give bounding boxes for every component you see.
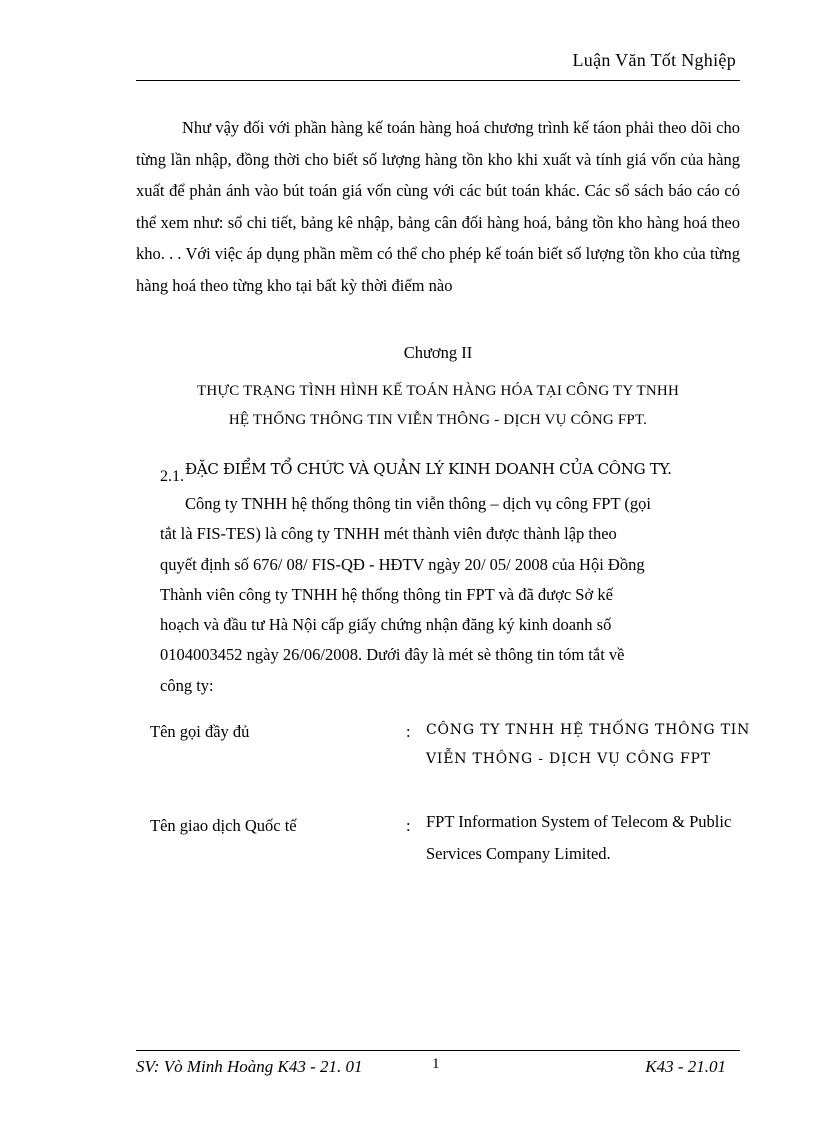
description-line: Thành viên công ty TNHH hệ thống thông tin FPT và đã được Sở kế (160, 584, 613, 604)
description-line: hoạch và đầu tư Hà Nội cấp giấy chứng nhận đăng ký kinh doanh số (160, 615, 612, 635)
chapter-label: Chương II (403, 343, 473, 362)
footer-student: SV: Vò Minh Hoàng K43 - 21. 01 (136, 1057, 363, 1076)
full-name-label: Tên gọi đầy đủ (150, 722, 250, 741)
chapter-title (130, 377, 746, 435)
footer-rule (136, 1050, 740, 1051)
section-heading: ĐẶC ĐIỂM TỔ CHỨC VÀ QUẢN LÝ KINH DOANH CỦA CÔNG TY. (185, 460, 672, 478)
description-line: tắt là FIS-TES) là công ty TNHH mét thành viên được thành lập theo (160, 524, 617, 544)
company-description (160, 489, 740, 701)
header-title: Luận Văn Tốt Nghiệp (572, 50, 736, 70)
footer-page-number: 1 (432, 1056, 440, 1072)
section-number: 2.1. (160, 468, 184, 485)
description-line: 0104003452 ngày 26/06/2008. Dưới đây là mét sè thông tin tóm tắt về (160, 645, 625, 665)
intl-name-label: Tên giao dịch Quốc tế (150, 816, 297, 835)
description-line: Công ty TNHH hệ thống thông tin viễn thông – dịch vụ công FPT (gọi (185, 494, 651, 513)
chapter-title-line-2: HỆ THỐNG THÔNG TIN VIỄN THÔNG - DỊCH VỤ CÔNG FPT. (228, 412, 648, 428)
intro-paragraph-text: Như vậy đối với phần hàng kế toán hàng hoá chương trình kế táon phải theo dõi cho từng lần nhập, đồng thời cho biết số lượng hàng tồn kho khi xuất và tính giá vốn của hàng xuất để phản ánh vào bút toán giá vốn cùng với các bút toán khác. Các sổ sách báo cáo có thể xem như: sổ chi tiết, bảng kê nhập, bảng cân đối hàng hoá, bảng tồn kho hàng hoá theo kho. . . Với việc áp dụng phần mềm có thể cho phép kế toán biết số lượng tồn kho của từng hàng hoá theo từng kho tại bất kỳ thời điểm nào (136, 118, 740, 295)
full-name-colon: : (406, 722, 411, 741)
footer-class-code: K43 - 21.01 (645, 1057, 726, 1076)
intl-name-colon: : (406, 816, 411, 835)
chapter-title-line-1: THỰC TRẠNG TÌNH HÌNH KẾ TOÁN HÀNG HÓA TẠI CÔNG TY TNHH (196, 383, 680, 399)
full-name-value: CÔNG TY TNHH HỆ THỐNG THÔNG TIN VIỄN THÔNG - DỊCH VỤ CÔNG FPT (426, 722, 751, 767)
intro-paragraph (136, 112, 740, 301)
intl-name-value: FPT Information System of Telecom & Public Services Company Limited. (426, 812, 732, 863)
description-line: công ty: (160, 675, 214, 695)
header-rule (136, 80, 740, 81)
description-line: quyết định số 676/ 08/ FIS-QĐ - HĐTV ngày 20/ 05/ 2008 của Hội Đồng (160, 554, 645, 574)
